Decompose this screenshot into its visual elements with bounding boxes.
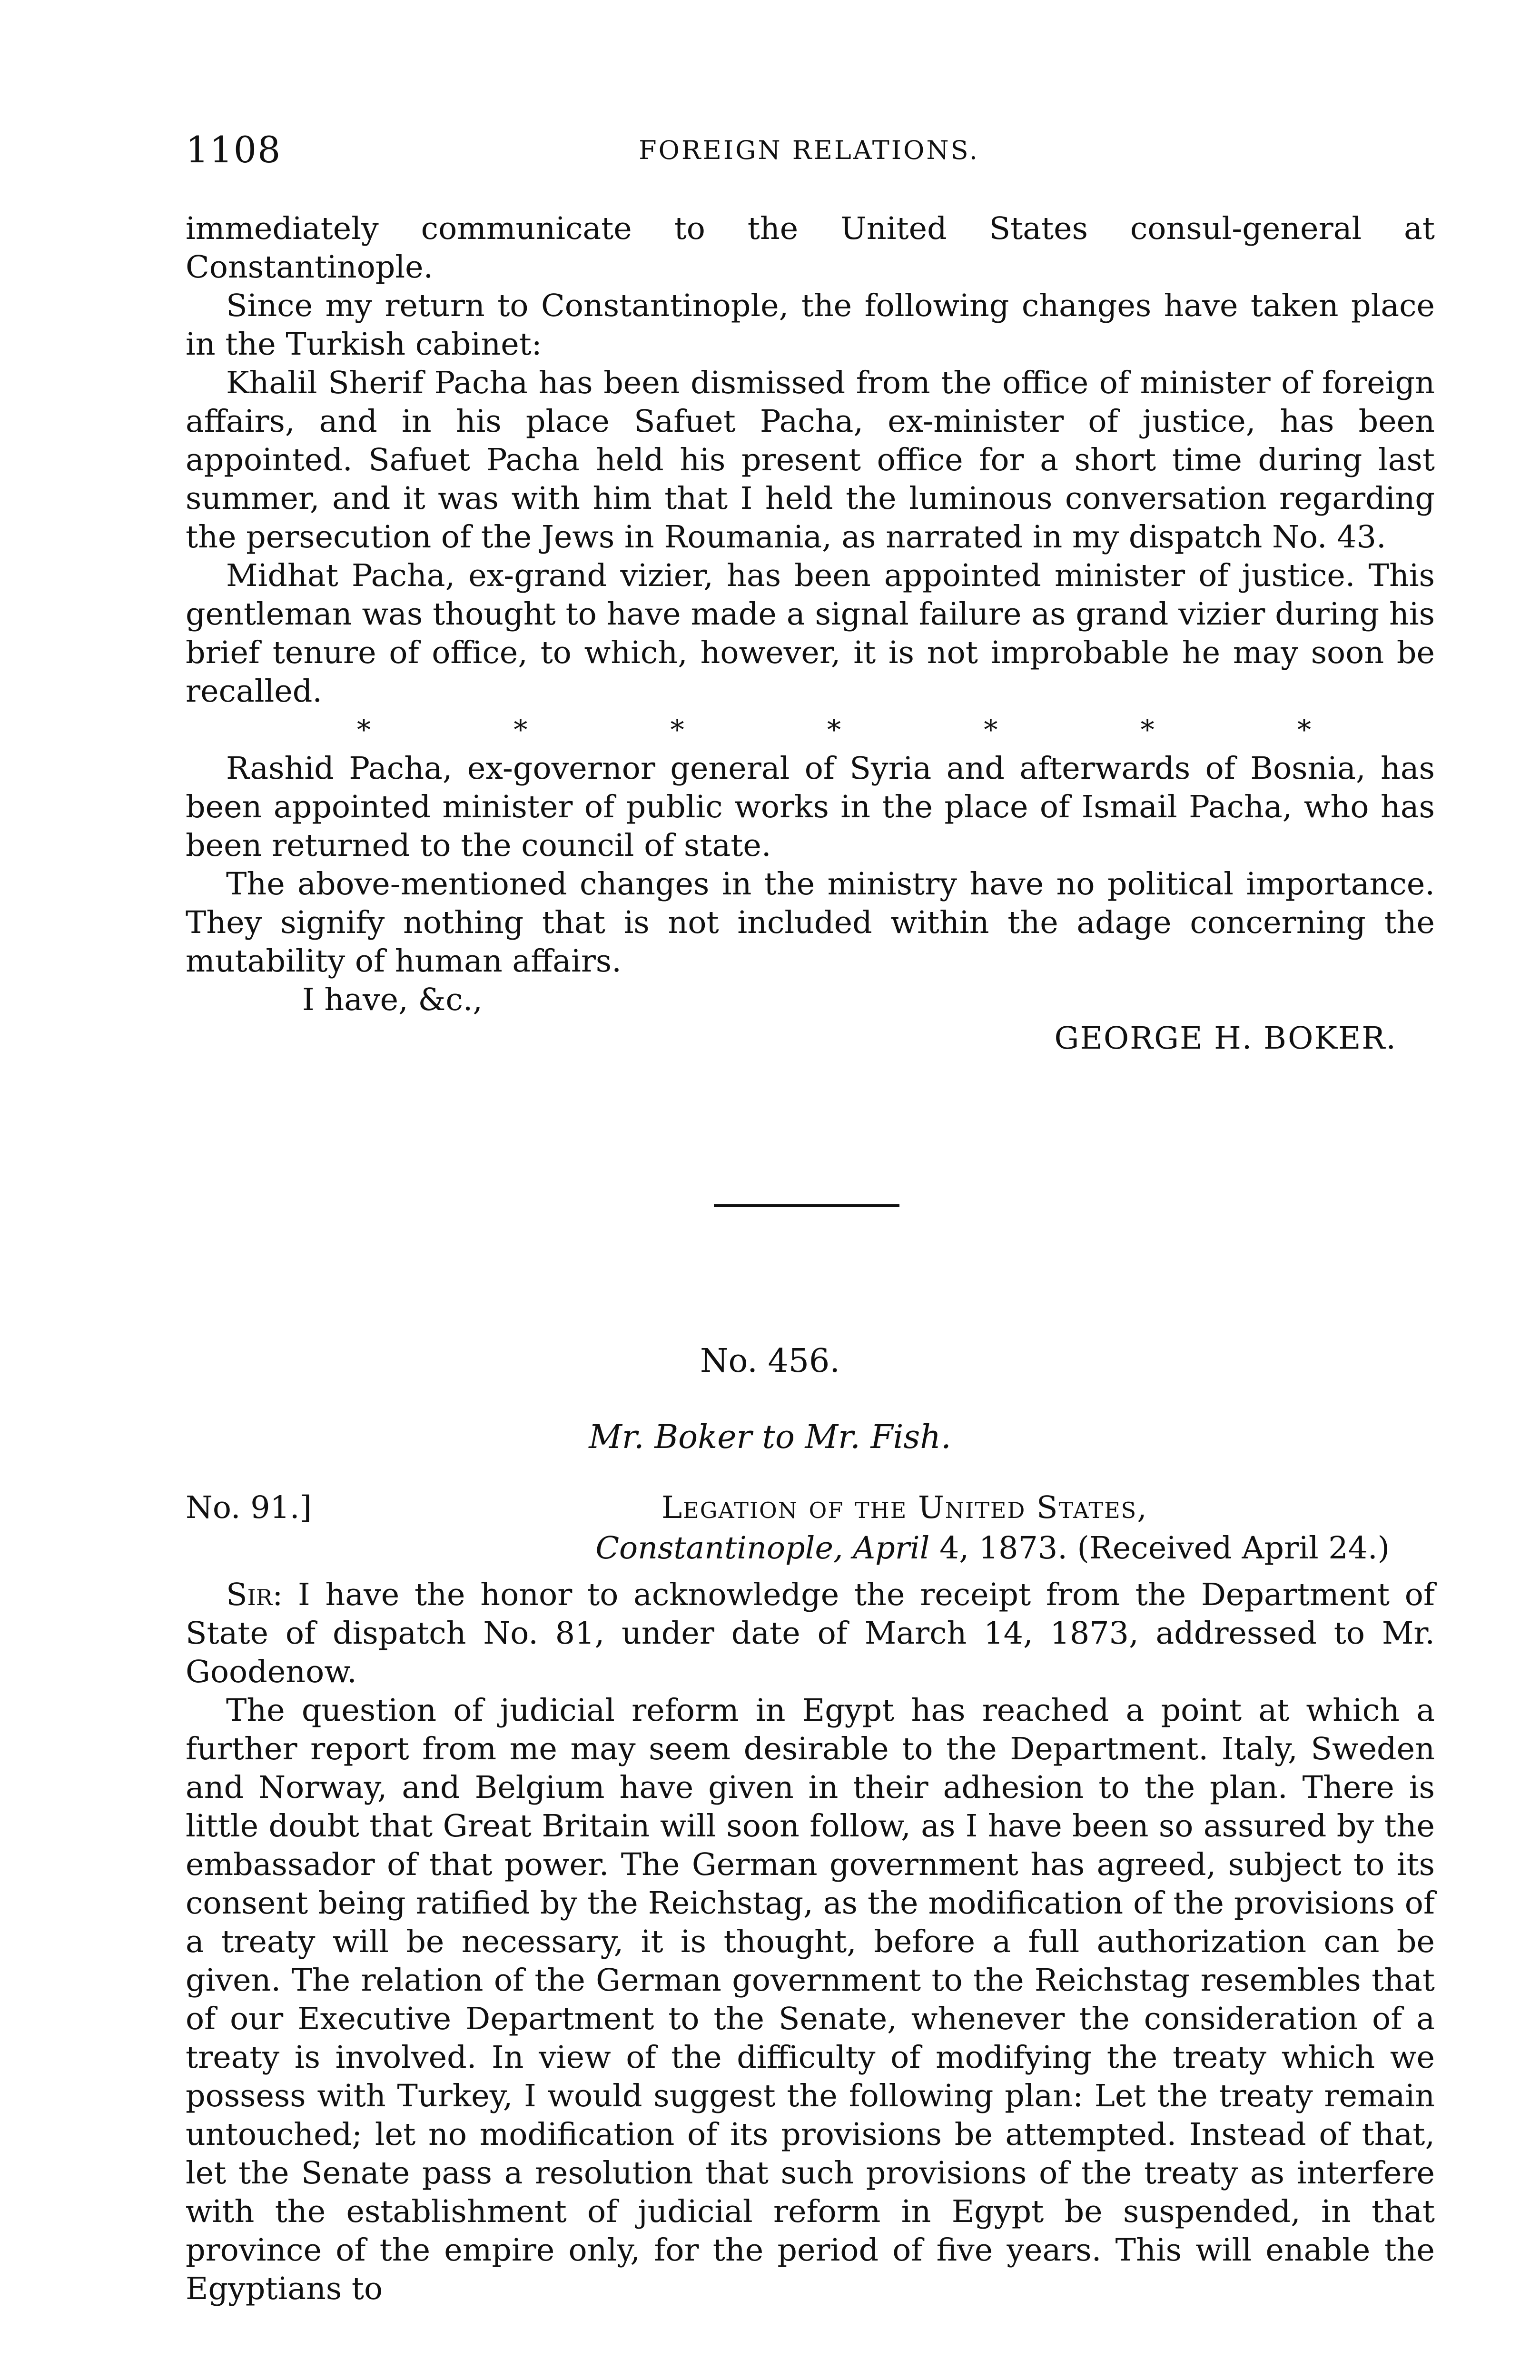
star: * bbox=[1140, 714, 1155, 746]
salutation: Sir bbox=[226, 1577, 273, 1613]
page-number: 1108 bbox=[186, 129, 282, 171]
paragraph-text: : I have the honor to acknowledge the receipt from the Department of State of dispatch No. 81, under date of March 14, 1873, addressed to Mr. Goodenow. bbox=[186, 1577, 1435, 1690]
date-received: 4, 1873. (Received April 24.) bbox=[929, 1530, 1390, 1566]
paragraph: immediately communicate to the United States consul-general at Constantinople. bbox=[186, 211, 1435, 285]
closing: I have, &c., bbox=[302, 982, 483, 1018]
dispatch-number: No. 91.] bbox=[186, 1490, 312, 1526]
ellipsis-stars bbox=[186, 711, 1435, 749]
dispatch-heading bbox=[186, 1490, 1435, 1533]
paragraph: Since my return to Constantinople, the following changes have taken place in the Turkish cabinet: bbox=[186, 288, 1435, 362]
document-number: No. 456. bbox=[700, 1342, 840, 1380]
paragraph bbox=[186, 1576, 1435, 1691]
legation-heading: Legation of the United States, bbox=[661, 1490, 1148, 1526]
document-title: Mr. Boker to Mr. Fish. bbox=[589, 1418, 951, 1456]
date-place: Constantinople, April bbox=[595, 1530, 930, 1566]
paragraph: Midhat Pacha, ex-grand vizier, has been appointed minister of justice. This gentleman was thought to have made a signal failure as grand vizier during his brief tenure of office, to which, however, it is not improbable he may soon be recalled. bbox=[186, 558, 1435, 709]
paragraph: The above-mentioned changes in the ministry have no political importance. They signify nothing that is not included within the adage concerning the mutability of human affairs. bbox=[186, 866, 1435, 979]
star: * bbox=[357, 714, 371, 746]
paragraph: Rashid Pacha, ex-governor general of Syria and afterwards of Bosnia, has been appointed minister of public works in the place of Ismail Pacha, who has been returned to the council of state. bbox=[186, 751, 1435, 863]
star: * bbox=[670, 714, 684, 746]
star: * bbox=[513, 714, 528, 746]
letter-body bbox=[186, 1576, 1435, 2308]
dateline bbox=[186, 1530, 1390, 1566]
section-divider bbox=[714, 1204, 899, 1207]
letter-continuation bbox=[186, 209, 1435, 1058]
paragraph: The question of judicial reform in Egypt has reached a point at which a further report from me may seem desirable to the Department. Italy, Sweden and Norway, and Belgium have given in their adhesion to the plan. There is little doubt that Great Britain will soon follow, as I have been so assured by the embassador of that power. The German government has agreed, subject to its consent being ratified by the Reichstag, as the modification of the provisions of a treaty will be necessary, it is thought, before a full authorization can be given. The relation of the German government to the Reichstag resembles that of our Executive Department to the Senate, whenever the consideration of a treaty is involved. In view of the difficulty of modifying the treaty which we possess with Turkey, I would suggest the following plan: Let the treaty remain untouched; let no modification of its provisions be attempted. Instead of that, let the Senate pass a resolution that such provisions of the treaty as interfere with the establishment of judicial reform in Egypt be suspended, in that province of the empire only, for the period of five years. This will enable the Egyptians to bbox=[186, 1693, 1435, 2307]
paragraph: Khalil Sherif Pacha has been dismissed from the office of minister of foreign affairs, and in his place Safuet Pacha, ex-minister of justice, has been appointed. Safuet Pacha held his present office for a short time during last summer, and it was with him that I held the luminous conversation regarding the persecution of the Jews in Roumania, as narrated in my dispatch No. 43. bbox=[186, 365, 1435, 555]
signature: GEORGE H. BOKER. bbox=[1054, 1021, 1397, 1056]
star: * bbox=[1297, 714, 1311, 746]
star: * bbox=[827, 714, 841, 746]
star: * bbox=[984, 714, 998, 746]
page-header bbox=[186, 129, 1432, 181]
running-title: FOREIGN RELATIONS. bbox=[639, 135, 979, 165]
